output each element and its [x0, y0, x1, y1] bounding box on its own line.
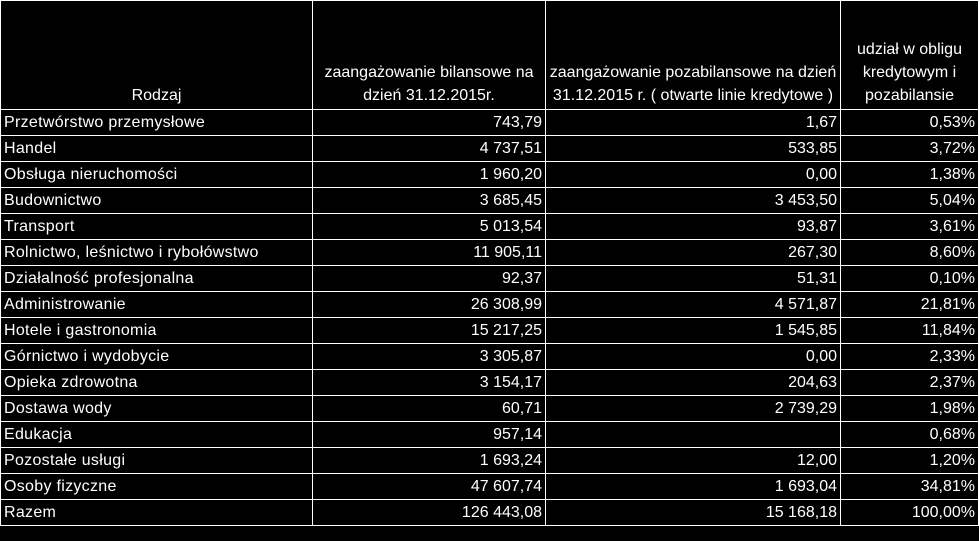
cell-udzial: 3,61% [841, 214, 979, 240]
cell-bilansowe: 15 217,25 [313, 318, 546, 344]
cell-pozabilansowe [546, 422, 841, 448]
cell-rodzaj: Rolnictwo, leśnictwo i rybołówstwo [1, 240, 313, 266]
header-rodzaj: Rodzaj [1, 1, 313, 110]
cell-bilansowe: 3 305,87 [313, 344, 546, 370]
cell-udzial: 2,37% [841, 370, 979, 396]
cell-udzial: 8,60% [841, 240, 979, 266]
cell-rodzaj: Hotele i gastronomia [1, 318, 313, 344]
cell-udzial: 5,04% [841, 188, 979, 214]
cell-bilansowe: 3 685,45 [313, 188, 546, 214]
cell-rodzaj: Górnictwo i wydobycie [1, 344, 313, 370]
cell-udzial: 11,84% [841, 318, 979, 344]
cell-bilansowe: 743,79 [313, 110, 546, 136]
table-row [1, 500, 979, 526]
cell-bilansowe: 26 308,99 [313, 292, 546, 318]
cell-udzial: 1,38% [841, 162, 979, 188]
cell-pozabilansowe: 15 168,18 [546, 500, 841, 526]
header-pozabilansowe: zaangażowanie pozabilansowe na dzień 31.12.2015 r. ( otwarte linie kredytowe ) [546, 1, 841, 110]
cell-bilansowe: 5 013,54 [313, 214, 546, 240]
cell-udzial: 0,68% [841, 422, 979, 448]
cell-bilansowe: 60,71 [313, 396, 546, 422]
cell-rodzaj: Osoby fizyczne [1, 474, 313, 500]
cell-bilansowe: 1 960,20 [313, 162, 546, 188]
cell-bilansowe: 126 443,08 [313, 500, 546, 526]
cell-rodzaj: Przetwórstwo przemysłowe [1, 110, 313, 136]
cell-udzial: 100,00% [841, 500, 979, 526]
table-row [1, 136, 979, 162]
cell-rodzaj: Dostawa wody [1, 396, 313, 422]
cell-pozabilansowe: 267,30 [546, 240, 841, 266]
cell-pozabilansowe: 0,00 [546, 344, 841, 370]
cell-udzial: 21,81% [841, 292, 979, 318]
cell-bilansowe: 4 737,51 [313, 136, 546, 162]
table-row [1, 188, 979, 214]
cell-udzial: 2,33% [841, 344, 979, 370]
cell-bilansowe: 3 154,17 [313, 370, 546, 396]
table-row [1, 214, 979, 240]
cell-rodzaj: Edukacja [1, 422, 313, 448]
cell-rodzaj: Opieka zdrowotna [1, 370, 313, 396]
cell-pozabilansowe: 93,87 [546, 214, 841, 240]
cell-bilansowe: 11 905,11 [313, 240, 546, 266]
cell-pozabilansowe: 12,00 [546, 448, 841, 474]
cell-udzial: 3,72% [841, 136, 979, 162]
cell-bilansowe: 47 607,74 [313, 474, 546, 500]
table-row [1, 396, 979, 422]
cell-pozabilansowe: 3 453,50 [546, 188, 841, 214]
cell-pozabilansowe: 533,85 [546, 136, 841, 162]
cell-rodzaj: Administrowanie [1, 292, 313, 318]
cell-pozabilansowe: 2 739,29 [546, 396, 841, 422]
cell-pozabilansowe: 204,63 [546, 370, 841, 396]
cell-rodzaj: Pozostałe usługi [1, 448, 313, 474]
table-row [1, 162, 979, 188]
table-row [1, 448, 979, 474]
table-body [1, 110, 979, 526]
table-row [1, 422, 979, 448]
cell-udzial: 0,53% [841, 110, 979, 136]
cell-pozabilansowe: 4 571,87 [546, 292, 841, 318]
table-row [1, 240, 979, 266]
cell-udzial: 1,20% [841, 448, 979, 474]
cell-rodzaj: Obsługa nieruchomości [1, 162, 313, 188]
header-bilansowe: zaangażowanie bilansowe na dzień 31.12.2015r. [313, 1, 546, 110]
cell-rodzaj: Razem [1, 500, 313, 526]
cell-bilansowe: 957,14 [313, 422, 546, 448]
table-row [1, 292, 979, 318]
cell-pozabilansowe: 51,31 [546, 266, 841, 292]
cell-rodzaj: Transport [1, 214, 313, 240]
table-row [1, 474, 979, 500]
cell-udzial: 1,98% [841, 396, 979, 422]
header-row [1, 1, 979, 110]
cell-rodzaj: Budownictwo [1, 188, 313, 214]
cell-bilansowe: 1 693,24 [313, 448, 546, 474]
cell-udzial: 34,81% [841, 474, 979, 500]
cell-pozabilansowe: 1,67 [546, 110, 841, 136]
cell-pozabilansowe: 1 545,85 [546, 318, 841, 344]
table-row [1, 344, 979, 370]
cell-udzial: 0,10% [841, 266, 979, 292]
cell-rodzaj: Działalność profesjonalna [1, 266, 313, 292]
table-row [1, 110, 979, 136]
cell-rodzaj: Handel [1, 136, 313, 162]
table-row [1, 266, 979, 292]
cell-bilansowe: 92,37 [313, 266, 546, 292]
cell-pozabilansowe: 0,00 [546, 162, 841, 188]
cell-pozabilansowe: 1 693,04 [546, 474, 841, 500]
table-row [1, 318, 979, 344]
table-row [1, 370, 979, 396]
header-udzial: udział w obligu kredytowym i pozabilansie [841, 1, 979, 110]
